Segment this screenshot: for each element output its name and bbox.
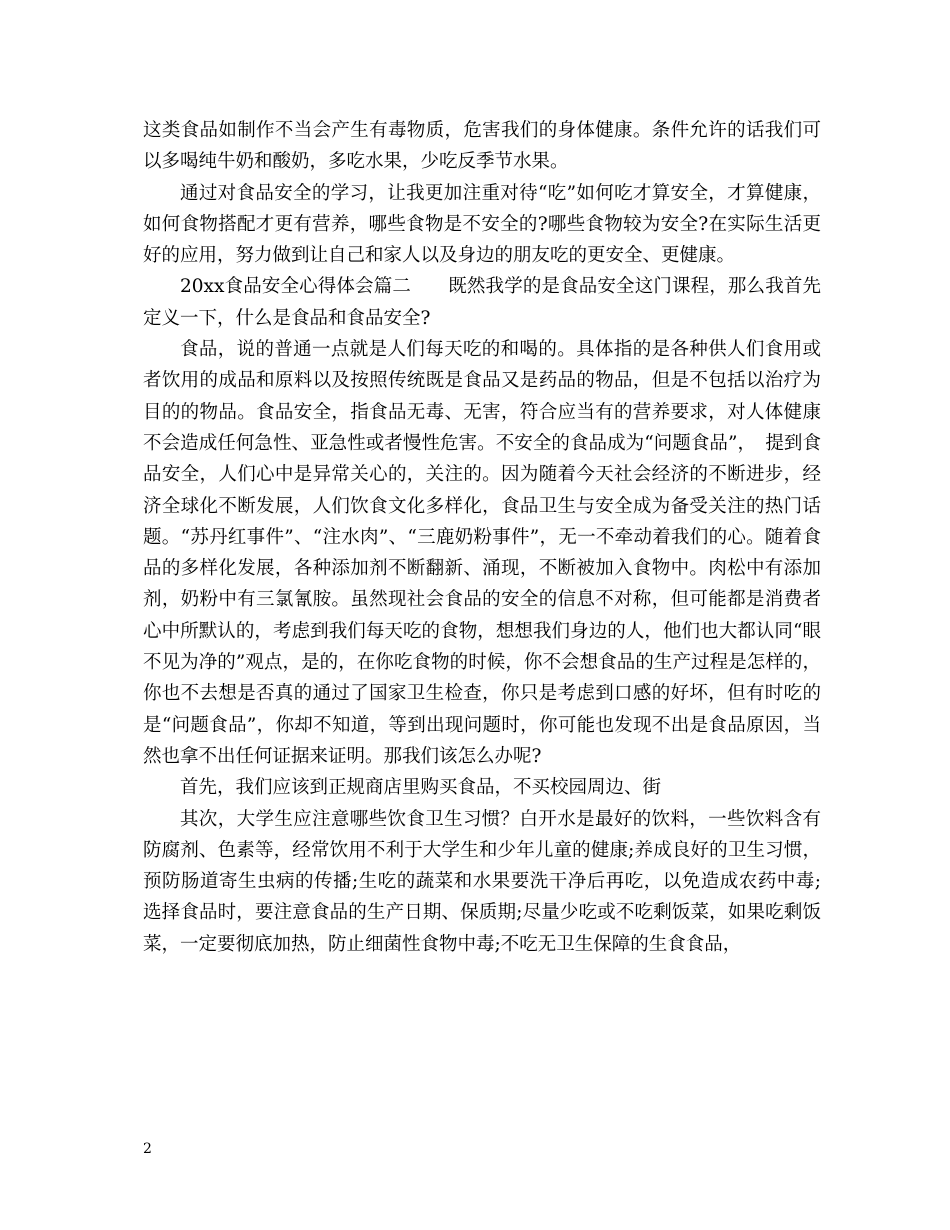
- paragraph-continuation: 这类食品如制作不当会产生有毒物质，危害我们的身体健康。条件允许的话我们可以多喝纯牛奶和酸奶，多吃水果，少吃反季节水果。: [143, 120, 821, 173]
- paragraph-hygiene-habits: 其次，大学生应注意哪些饮食卫生习惯？白开水是最好的饮料，一些饮料含有防腐剂、色素等，经常饮用不利于大学生和少年儿童的健康;养成良好的卫生习惯，预防肠道寄生虫病的传播;生吃的蔬菜和水果要洗干净后再吃，以免造成农药中毒;选择食品时，要注意食品的生产日期、保质期;尽量少吃或不吃剩饭菜，如果吃剩饭菜，一定要彻底加热，防止细菌性食物中毒;不吃无卫生保障的生食食品，: [143, 808, 821, 955]
- paragraph-section-two-intro: 20xx食品安全心得体会篇二 既然我学的是食品安全这门课程，那么我首先定义一下，什么是食品和食品安全?: [143, 276, 821, 329]
- page-number: 2: [143, 1141, 152, 1157]
- paragraph-food-definition: 食品，说的普通一点就是人们每天吃的和喝的。具体指的是各种供人们食用或者饮用的成品和原料以及按照传统既是食品又是药品的物品，但是不包括以治疗为目的的物品。食品安全，指食品无毒、无害，符合应当有的营养要求，对人体健康不会造成任何急性、亚急性或者慢性危害。不安全的食品成为“问题食品”， 提到食品安全，人们心中是异常关心的，关注的。因为随着今天社会经济的不断进步，经济全球化不断发展，人们饮食文化多样化，食品卫生与安全成为备受关注的热门话题。“苏丹红事件”、“注水肉”、“三鹿奶粉事件”，无一不牵动着我们的心。随着食品的多样化发展，各种添加剂不断翻新、涌现，不断被加入食物中。肉松中有添加剂，奶粉中有三氯氰胺。虽然现社会食品的安全的信息不对称，但可能都是消费者心中所默认的，考虑到我们每天吃的食物，想想我们身边的人，他们也大都认同“眼不见为净的”观点，是的，在你吃食物的时候，你不会想食品的生产过程是怎样的，你也不去想是否真的通过了国家卫生检查，你只是考虑到口感的好坏，但有时吃的是“问题食品”，你却不知道，等到出现问题时，你可能也发现不出是食品原因，当然也拿不出任何证据来证明。那我们该怎么办呢?: [143, 339, 821, 767]
- document-body: [143, 115, 821, 960]
- paragraph-learning-reflection: 通过对食品安全的学习，让我更加注重对待“吃”如何吃才算安全，才算健康，如何食物搭配才更有营养，哪些食物是不安全的?哪些食物较为安全?在实际生活更好的应用，努力做到让自己和家人以及身边的朋友吃的更安全、更健康。: [143, 182, 821, 267]
- paragraph-first-advice: 首先，我们应该到正规商店里购买食品，不买校园周边、街: [180, 777, 662, 799]
